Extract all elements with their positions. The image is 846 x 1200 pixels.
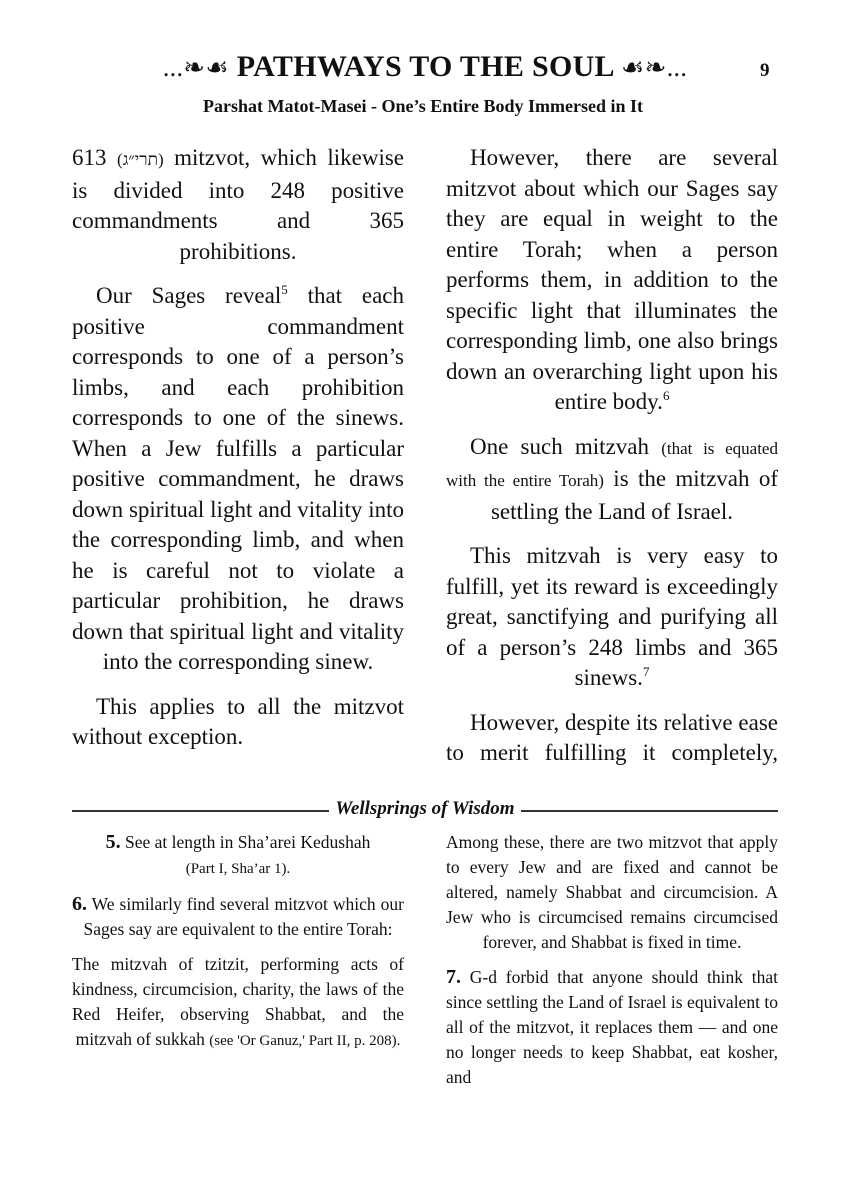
paragraph bbox=[72, 143, 404, 267]
text: See at length in Sha’arei Kedushah bbox=[120, 832, 371, 852]
chapter-subtitle: Parshat Matot-Masei - One’s Entire Body Immersed in It bbox=[203, 96, 643, 116]
footnote-number: 7. bbox=[446, 966, 461, 988]
footnote-6 bbox=[72, 892, 404, 942]
text: that each positive commandment corresponds to one of a person’s limbs, and each prohibition corresponds to one of the sinews. When a Jew fulfills a particular positive commandment, he draws down spiritual light and vitality into the corresponding limb, and when he is careful not to violate a particular prohibition, he draws down that spiritual light and vitality into the corresponding sinew. bbox=[72, 283, 404, 674]
text: is the mitzvah of settling the Land of Israel. bbox=[490, 466, 779, 524]
paragraph: This applies to all the mitzvot without exception. bbox=[72, 693, 404, 749]
footnote-ref[interactable]: 5 bbox=[281, 282, 288, 297]
footnote-ref[interactable]: 7 bbox=[642, 664, 650, 679]
page-number: 9 bbox=[760, 60, 770, 81]
paragraph bbox=[446, 143, 778, 418]
divider-label bbox=[72, 798, 778, 820]
footnotes-left bbox=[72, 830, 404, 1064]
footnote-number: 5. bbox=[105, 831, 121, 853]
citation: (see 'Or Ganuz,' Part II, p. 208). bbox=[209, 1033, 401, 1049]
running-title bbox=[130, 50, 720, 84]
ornament-right-icon: ☙❧... bbox=[621, 53, 688, 82]
text: We similarly find several mitzvot which our Sages say are equivalent to the entire Torah: bbox=[83, 894, 404, 939]
parenthetical: (that is equated with the entire Torah) bbox=[446, 438, 778, 490]
text: (Part I, Sha’ar 1). bbox=[185, 861, 291, 877]
divider-title: Wellsprings of Wisdom bbox=[329, 798, 520, 819]
text: One such mitzvah bbox=[470, 433, 662, 459]
paragraph bbox=[72, 281, 404, 678]
text: G-d forbid that anyone should think that since settling the Land of Israel is equivalent to all of the mitzvot, it replaces them — and one no longer needs to keep Shabbat, eat kosher, and bbox=[446, 967, 778, 1087]
footnote-divider bbox=[72, 798, 778, 822]
paragraph bbox=[446, 541, 778, 694]
footnote-6-continued bbox=[72, 952, 404, 1054]
text: However, there are several mitzvot about which our Sages say they are equal in weight to the entire Torah; when a person performs them, in addition to the specific light that illuminates the corresponding limb, one also brings down an overarching light upon his entire body. bbox=[446, 145, 778, 414]
text: The mitzvah of tzitzit, performing acts of kindness, circumcision, charity, the laws of the Red Heifer, observing Shabbat, and the mitzvah of sukkah bbox=[72, 954, 404, 1049]
footnote-ref[interactable]: 6 bbox=[662, 388, 670, 403]
footnotes-right bbox=[446, 830, 778, 1100]
text: 613 bbox=[72, 145, 118, 170]
hebrew-text: (תרי״ג) bbox=[117, 150, 164, 169]
book-title: PATHWAYS TO THE SOUL bbox=[236, 50, 614, 83]
text: This mitzvah is very easy to fulfill, yet its reward is exceedingly great, sanctifying and purifying all of a person’s 248 limbs and 365 sinews. bbox=[446, 543, 778, 690]
right-column bbox=[446, 143, 778, 783]
text: mitzvot, which likewise is divided into 248 positive commandments and 365 prohibitions. bbox=[72, 145, 404, 264]
text: Our Sages reveal bbox=[96, 283, 282, 308]
footnote-number: 6. bbox=[72, 893, 87, 915]
footnote-7 bbox=[446, 965, 778, 1090]
ornament-left-icon: ...❧☙ bbox=[162, 53, 229, 82]
paragraph: However, despite its relative ease to merit fulfilling it completely, bbox=[446, 709, 778, 765]
footnote-5 bbox=[72, 830, 404, 882]
left-column bbox=[72, 143, 404, 767]
footnote-6-continued: Among these, there are two mitzvot that apply to every Jew and are fixed and cannot be altered, namely Shabbat and circumcision. A Jew who is circumcised remains circumcised forever, and Shabbat is fixed in time. bbox=[446, 832, 778, 952]
paragraph bbox=[446, 432, 778, 528]
